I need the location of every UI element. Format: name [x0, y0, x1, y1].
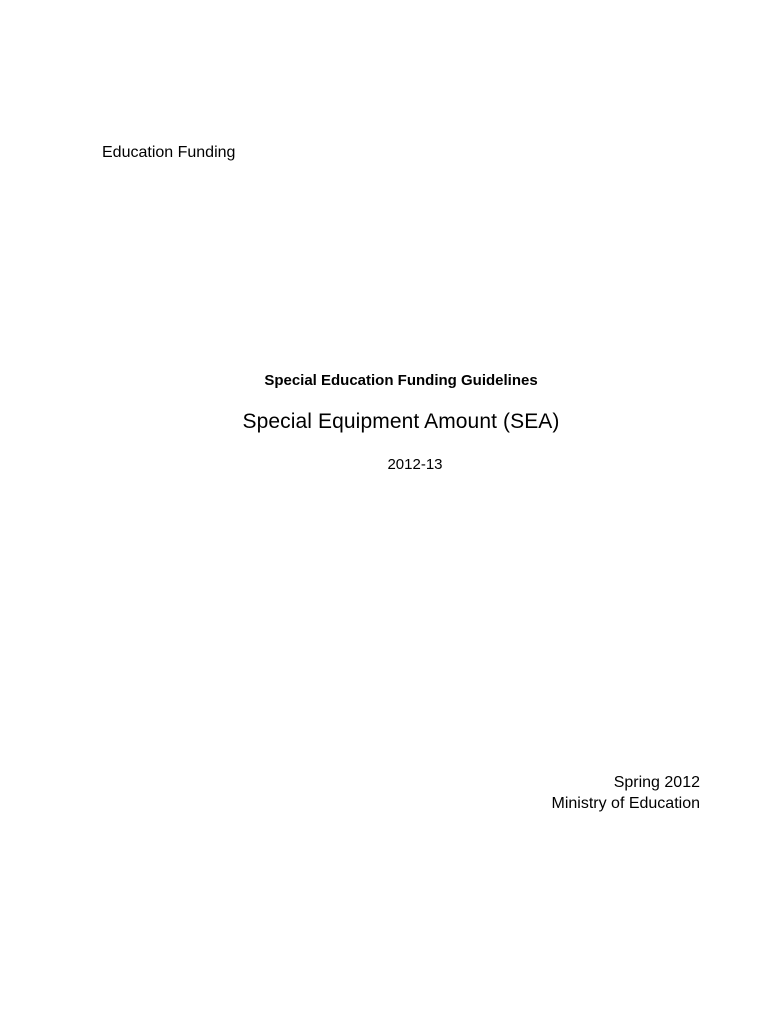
- document-footer: [551, 772, 700, 814]
- document-year: 2012-13: [387, 456, 443, 473]
- footer-date: Spring 2012: [613, 774, 700, 791]
- document-title: Special Equipment Amount (SEA): [242, 410, 560, 433]
- document-subtitle: Special Education Funding Guidelines: [264, 372, 538, 389]
- footer-publisher: Ministry of Education: [551, 795, 700, 812]
- header-label: Education Funding: [102, 144, 236, 161]
